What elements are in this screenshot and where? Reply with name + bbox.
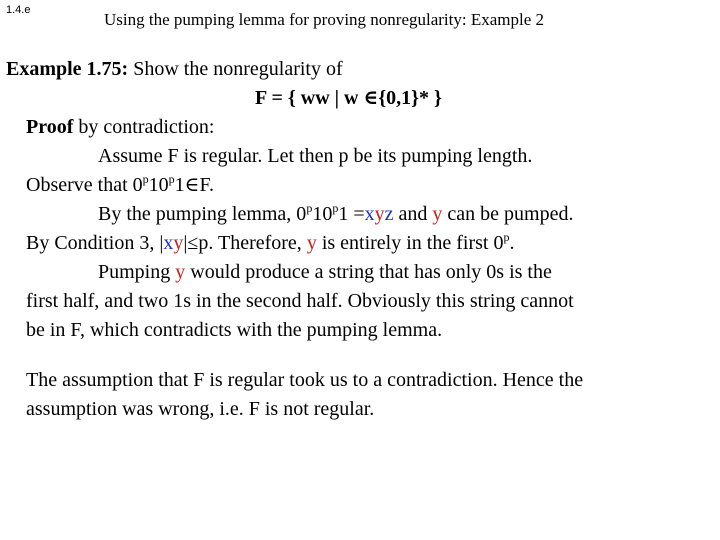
proof-line-2 <box>26 174 214 196</box>
proof-line-6: first half, and two 1s in the second half. Obviously this string cannot <box>26 290 574 312</box>
proof-line-3-prefix: By the pumping lemma, 0 <box>98 203 307 225</box>
proof-lead: by contradiction: <box>73 116 215 138</box>
set-definition: F = { ww | w ∈{0,1}* } <box>255 87 442 109</box>
proof-line-2-end: 1∈F. <box>174 174 214 196</box>
var-y: y <box>173 232 184 254</box>
exponent-p: p <box>503 230 510 244</box>
proof-line-3-one-zero: 10 <box>312 203 333 225</box>
example-text: Show the nonregularity of <box>128 58 343 80</box>
proof-line-5-prefix: Pumping <box>98 261 176 283</box>
proof-line-3 <box>98 203 573 225</box>
proof-line-5-end: would produce a string that has only 0s is the <box>185 261 552 283</box>
proof-line-4 <box>26 232 514 254</box>
slide-number-label: 1.4.e <box>6 4 31 16</box>
example-statement <box>6 58 343 80</box>
slide-title: Using the pumping lemma for proving nonregularity: Example 2 <box>104 10 545 29</box>
example-label: Example 1.75: <box>6 58 129 80</box>
exponent-p: p <box>168 172 175 186</box>
proof-line-3-and: and <box>393 203 433 225</box>
var-x: x <box>364 203 375 225</box>
proof-line-4-end: is entirely in the first 0 <box>316 232 504 254</box>
var-y: y <box>306 232 317 254</box>
period: . <box>509 232 515 254</box>
exponent-p: p <box>142 172 149 186</box>
proof-line-2-mid: 10 <box>148 174 169 196</box>
conclusion-line-2: assumption was wrong, i.e. F is not regular. <box>26 398 375 420</box>
proof-line-3-end: can be pumped. <box>442 203 574 225</box>
exponent-p: p <box>306 201 313 215</box>
var-y: y <box>374 203 385 225</box>
proof-heading <box>26 116 214 138</box>
var-y: y <box>175 261 186 283</box>
proof-line-1: Assume F is regular. Let then p be its pumping length. <box>98 145 533 167</box>
proof-line-2-prefix: Observe that 0 <box>26 174 143 196</box>
proof-line-7: be in F, which contradicts with the pumping lemma. <box>26 319 443 341</box>
proof-line-4-prefix: By Condition 3, | <box>26 232 164 254</box>
proof-line-4-mid: |≤p. Therefore, <box>183 232 307 254</box>
conclusion-line-1: The assumption that F is regular took us to a contradiction. Hence the <box>26 369 584 391</box>
var-z: z <box>384 203 394 225</box>
proof-line-3-mid: 1 = <box>338 203 365 225</box>
proof-line-5 <box>98 261 552 283</box>
var-x: x <box>163 232 174 254</box>
proof-label: Proof <box>26 116 74 138</box>
var-y: y <box>432 203 443 225</box>
exponent-p: p <box>332 201 339 215</box>
